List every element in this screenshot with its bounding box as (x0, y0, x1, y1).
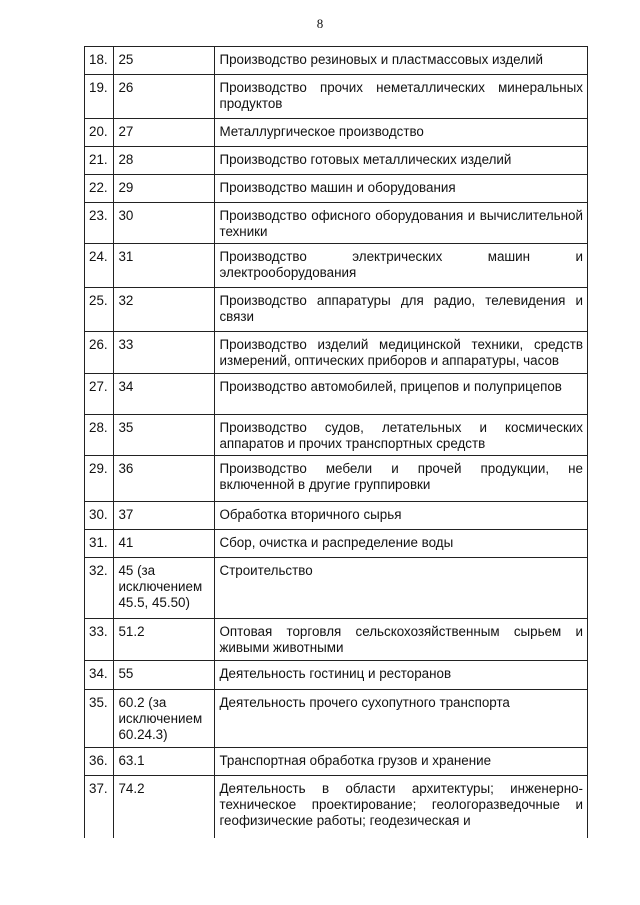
table-row (85, 530, 588, 558)
activity-code: 28 (114, 147, 215, 175)
activity-code: 27 (114, 119, 215, 147)
table-row (85, 661, 588, 690)
activity-name: Производство автомобилей, прицепов и полуприцепов (215, 374, 588, 415)
activity-code: 35 (114, 415, 215, 456)
row-number: 18. (85, 47, 114, 75)
activity-name: Деятельность в области архитектуры; инженерно-техническое проектирование; геологоразведочные и геофизические работы; геодезическая и (215, 776, 588, 838)
page-number: 8 (316, 16, 324, 31)
activity-name: Производство электрических машин и электрооборудования (215, 244, 588, 288)
row-number: 21. (85, 147, 114, 175)
activity-code: 30 (114, 203, 215, 244)
activity-code: 34 (114, 374, 215, 415)
activity-name: Металлургическое производство (215, 119, 588, 147)
table-row (85, 175, 588, 203)
row-number: 33. (85, 619, 114, 661)
table-row (85, 47, 588, 75)
table-row (85, 244, 588, 288)
activity-code: 41 (114, 530, 215, 558)
table-row (85, 374, 588, 415)
table-row (85, 456, 588, 502)
row-number: 28. (85, 415, 114, 456)
activity-code: 29 (114, 175, 215, 203)
activity-code: 37 (114, 502, 215, 530)
row-number: 27. (85, 374, 114, 415)
activity-name: Производство машин и оборудования (215, 175, 588, 203)
table-row (85, 75, 588, 119)
row-number: 29. (85, 456, 114, 502)
row-number: 20. (85, 119, 114, 147)
table-row (85, 502, 588, 530)
table-row (85, 147, 588, 175)
activity-code: 51.2 (114, 619, 215, 661)
activity-name: Сбор, очистка и распределение воды (215, 530, 588, 558)
table-row (85, 748, 588, 776)
table-row (85, 203, 588, 244)
row-number: 25. (85, 288, 114, 332)
activity-name: Производство изделий медицинской техники, средств измерений, оптических приборов и аппаратуры, часов (215, 332, 588, 374)
table-row (85, 776, 588, 838)
table-row (85, 619, 588, 661)
activity-code: 32 (114, 288, 215, 332)
row-number: 30. (85, 502, 114, 530)
activity-name: Производство прочих неметаллических минеральных продуктов (215, 75, 588, 119)
row-number: 37. (85, 776, 114, 838)
activity-code: 31 (114, 244, 215, 288)
table-row (85, 690, 588, 748)
row-number: 24. (85, 244, 114, 288)
activity-name: Производство судов, летательных и космических аппаратов и прочих транспортных средств (215, 415, 588, 456)
activity-name: Строительство (215, 558, 588, 619)
activity-code: 36 (114, 456, 215, 502)
activity-name: Оптовая торговля сельскохозяйственным сырьем и живыми животными (215, 619, 588, 661)
row-number: 34. (85, 661, 114, 690)
row-number: 35. (85, 690, 114, 748)
row-number: 32. (85, 558, 114, 619)
table-row (85, 415, 588, 456)
activity-name: Производство аппаратуры для радио, телевидения и связи (215, 288, 588, 332)
activity-name: Производство резиновых и пластмассовых изделий (215, 47, 588, 75)
row-number: 36. (85, 748, 114, 776)
row-number: 26. (85, 332, 114, 374)
activity-name: Деятельность прочего сухопутного транспорта (215, 690, 588, 748)
row-number: 23. (85, 203, 114, 244)
activity-code: 63.1 (114, 748, 215, 776)
activity-code: 45 (за исключением 45.5, 45.50) (114, 558, 215, 619)
activity-code: 55 (114, 661, 215, 690)
activity-code: 60.2 (за исключением 60.24.3) (114, 690, 215, 748)
activity-name: Производство офисного оборудования и вычислительной техники (215, 203, 588, 244)
activity-name: Производство готовых металлических изделий (215, 147, 588, 175)
table-row (85, 288, 588, 332)
row-number: 19. (85, 75, 114, 119)
activity-name: Производство мебели и прочей продукции, не включенной в другие группировки (215, 456, 588, 502)
row-number: 31. (85, 530, 114, 558)
activity-code: 74.2 (114, 776, 215, 838)
activity-table (84, 46, 588, 838)
table-row (85, 558, 588, 619)
activity-code: 25 (114, 47, 215, 75)
activity-name: Деятельность гостиниц и ресторанов (215, 661, 588, 690)
table-row (85, 119, 588, 147)
activity-name: Обработка вторичного сырья (215, 502, 588, 530)
activity-name: Транспортная обработка грузов и хранение (215, 748, 588, 776)
activity-code: 26 (114, 75, 215, 119)
row-number: 22. (85, 175, 114, 203)
table-row (85, 332, 588, 374)
activity-code: 33 (114, 332, 215, 374)
